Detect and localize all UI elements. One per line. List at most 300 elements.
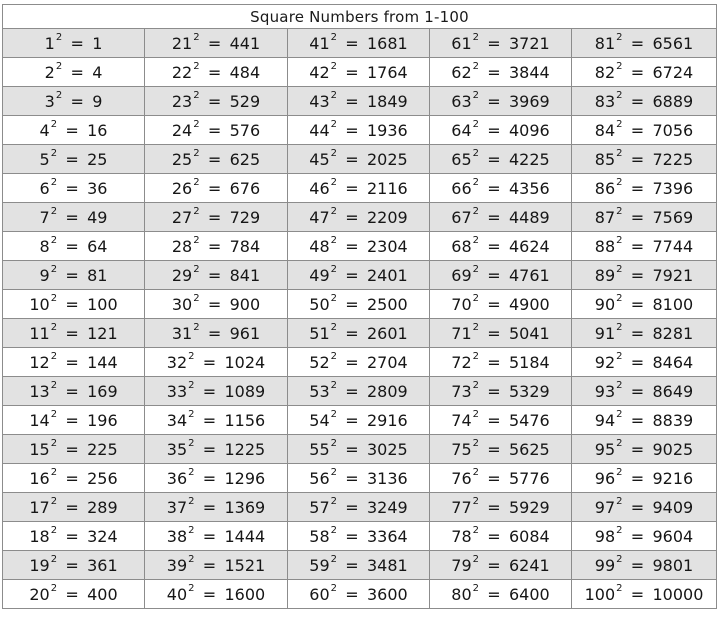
square-expression <box>430 551 571 579</box>
square-expression <box>430 174 571 202</box>
equals-sign: = <box>345 323 359 343</box>
square-expression <box>288 58 429 86</box>
equals-sign: = <box>65 323 79 343</box>
square-value: 256 <box>87 468 118 488</box>
equals-sign: = <box>207 294 222 314</box>
square-cell <box>288 290 430 319</box>
square-value: 1024 <box>224 352 266 372</box>
equals-sign: = <box>630 207 645 227</box>
base-number-text: 66 <box>451 178 472 198</box>
square-value: 4 <box>92 62 103 82</box>
square-value: 6241 <box>509 555 550 575</box>
square-expression <box>430 348 571 376</box>
square-cell <box>430 551 572 580</box>
base-number-text: 91 <box>594 323 616 343</box>
square-cell <box>572 58 717 87</box>
square-expression <box>288 406 429 434</box>
exponent: 2 <box>193 206 200 218</box>
base-number-text: 9 <box>39 265 50 285</box>
exponent: 2 <box>616 235 623 247</box>
base-number-text: 25 <box>171 149 193 169</box>
table-row <box>3 493 717 522</box>
base-number <box>167 527 195 546</box>
square-expression <box>430 145 571 173</box>
square-cell <box>145 406 288 435</box>
equals-sign: = <box>70 62 84 82</box>
square-expression <box>288 580 429 608</box>
square-value: 9025 <box>652 439 694 459</box>
base-number <box>451 208 479 227</box>
exponent: 2 <box>50 148 58 160</box>
square-cell <box>145 551 288 580</box>
square-cell <box>288 464 430 493</box>
equals-sign: = <box>630 323 645 343</box>
exponent: 2 <box>50 409 58 421</box>
title-row <box>3 5 717 29</box>
square-value: 3136 <box>367 468 408 488</box>
exponent: 2 <box>616 61 623 73</box>
square-expression <box>145 551 287 579</box>
square-cell <box>3 348 145 377</box>
square-cell <box>288 377 430 406</box>
square-cell <box>430 87 572 116</box>
square-cell <box>572 435 717 464</box>
base-number <box>595 469 623 488</box>
base-number <box>29 556 57 575</box>
base-number <box>172 179 200 198</box>
square-value: 676 <box>229 178 261 198</box>
square-cell <box>430 203 572 232</box>
base-number <box>40 121 58 140</box>
square-value: 3025 <box>367 439 408 459</box>
base-number-text: 67 <box>451 207 472 227</box>
base-number-text: 73 <box>451 381 472 401</box>
base-number-text: 64 <box>451 120 472 140</box>
square-expression <box>288 319 429 347</box>
square-value: 484 <box>229 62 261 82</box>
base-number <box>172 63 200 82</box>
square-expression <box>572 145 716 173</box>
equals-sign: = <box>487 207 501 227</box>
square-value: 1681 <box>367 33 408 53</box>
square-expression <box>3 348 144 376</box>
square-expression <box>572 435 716 463</box>
exponent: 2 <box>472 583 479 595</box>
square-cell <box>430 174 572 203</box>
exponent: 2 <box>50 351 58 363</box>
base-number-text: 84 <box>594 120 616 140</box>
square-cell <box>145 348 288 377</box>
base-number <box>595 237 623 256</box>
base-number <box>29 324 57 343</box>
base-number-text: 44 <box>309 120 330 140</box>
square-cell <box>3 406 145 435</box>
base-number <box>451 121 479 140</box>
square-cell <box>145 290 288 319</box>
square-value: 4489 <box>509 207 550 227</box>
base-number <box>451 382 479 401</box>
exponent: 2 <box>188 380 195 392</box>
square-value: 3364 <box>367 526 408 546</box>
square-value: 6561 <box>652 33 694 53</box>
square-cell <box>288 580 430 609</box>
base-number <box>595 411 623 430</box>
square-expression <box>288 203 429 231</box>
base-number <box>309 353 337 372</box>
exponent: 2 <box>193 32 200 44</box>
exponent: 2 <box>616 119 623 131</box>
base-number <box>309 324 337 343</box>
square-expression <box>288 87 429 115</box>
base-number <box>595 440 623 459</box>
equals-sign: = <box>630 149 645 169</box>
square-expression <box>430 377 571 405</box>
exponent: 2 <box>616 438 623 450</box>
square-cell <box>145 580 288 609</box>
base-number-text: 16 <box>29 468 50 488</box>
square-expression <box>572 87 716 115</box>
equals-sign: = <box>345 352 359 372</box>
square-value: 3969 <box>509 91 550 111</box>
square-cell <box>288 87 430 116</box>
base-number-text: 68 <box>451 236 472 256</box>
equals-sign: = <box>345 120 359 140</box>
equals-sign: = <box>207 178 222 198</box>
square-cell <box>572 290 717 319</box>
base-number-text: 49 <box>309 265 330 285</box>
square-value: 10000 <box>652 584 704 604</box>
base-number-text: 59 <box>309 555 330 575</box>
equals-sign: = <box>65 410 79 430</box>
square-value: 81 <box>87 265 108 285</box>
square-expression <box>572 116 716 144</box>
base-number-text: 56 <box>309 468 330 488</box>
exponent: 2 <box>472 90 479 102</box>
exponent: 2 <box>193 61 200 73</box>
square-value: 400 <box>87 584 118 604</box>
exponent: 2 <box>472 496 479 508</box>
base-number-text: 97 <box>594 497 616 517</box>
square-value: 5329 <box>509 381 550 401</box>
base-number <box>451 411 479 430</box>
base-number-text: 87 <box>594 207 616 227</box>
base-number-text: 5 <box>39 149 50 169</box>
exponent: 2 <box>472 61 479 73</box>
equals-sign: = <box>630 91 645 111</box>
base-number <box>595 382 623 401</box>
square-expression <box>572 203 716 231</box>
square-cell <box>572 116 717 145</box>
square-value: 7225 <box>652 149 694 169</box>
base-number-text: 76 <box>451 468 472 488</box>
exponent: 2 <box>472 119 479 131</box>
exponent: 2 <box>330 380 337 392</box>
square-cell <box>288 551 430 580</box>
equals-sign: = <box>70 91 84 111</box>
exponent: 2 <box>50 525 58 537</box>
square-cell <box>288 203 430 232</box>
exponent: 2 <box>330 32 337 44</box>
square-expression <box>145 145 287 173</box>
square-cell <box>430 348 572 377</box>
base-number-text: 70 <box>451 294 472 314</box>
square-expression <box>288 116 429 144</box>
square-expression <box>145 261 287 289</box>
equals-sign: = <box>207 265 222 285</box>
square-expression <box>430 203 571 231</box>
square-cell <box>3 203 145 232</box>
base-number <box>595 150 623 169</box>
square-cell <box>288 522 430 551</box>
square-expression <box>430 29 571 57</box>
square-value: 2500 <box>367 294 408 314</box>
square-expression <box>145 348 287 376</box>
table-row <box>3 319 717 348</box>
equals-sign: = <box>345 236 359 256</box>
equals-sign: = <box>65 149 79 169</box>
base-number-text: 36 <box>166 468 188 488</box>
base-number-text: 1 <box>44 33 55 53</box>
exponent: 2 <box>330 496 337 508</box>
square-value: 1089 <box>224 381 266 401</box>
base-number <box>595 527 623 546</box>
square-value: 1 <box>92 33 103 53</box>
exponent: 2 <box>616 380 623 392</box>
exponent: 2 <box>472 351 479 363</box>
exponent: 2 <box>50 496 58 508</box>
equals-sign: = <box>202 468 217 488</box>
square-cell <box>572 29 717 58</box>
exponent: 2 <box>50 119 58 131</box>
square-value: 49 <box>87 207 108 227</box>
square-cell <box>430 319 572 348</box>
base-number-text: 30 <box>171 294 193 314</box>
square-value: 144 <box>87 352 118 372</box>
equals-sign: = <box>345 526 359 546</box>
square-value: 1600 <box>224 584 266 604</box>
exponent: 2 <box>330 148 337 160</box>
equals-sign: = <box>487 178 501 198</box>
square-expression <box>3 522 144 550</box>
square-cell <box>288 348 430 377</box>
square-value: 441 <box>229 33 261 53</box>
square-expression <box>288 551 429 579</box>
base-number-text: 75 <box>451 439 472 459</box>
base-number-text: 65 <box>451 149 472 169</box>
base-number <box>309 208 337 227</box>
square-value: 2704 <box>367 352 408 372</box>
table-row <box>3 87 717 116</box>
equals-sign: = <box>487 323 501 343</box>
square-cell <box>430 377 572 406</box>
equals-sign: = <box>202 352 217 372</box>
base-number-text: 63 <box>451 91 472 111</box>
square-value: 4096 <box>509 120 550 140</box>
exponent: 2 <box>330 583 337 595</box>
square-value: 4761 <box>509 265 550 285</box>
square-cell <box>3 290 145 319</box>
square-cell <box>3 174 145 203</box>
base-number <box>309 382 337 401</box>
exponent: 2 <box>193 235 200 247</box>
equals-sign: = <box>65 207 79 227</box>
square-expression <box>145 406 287 434</box>
table-row <box>3 377 717 406</box>
square-expression <box>145 377 287 405</box>
base-number-text: 26 <box>171 178 193 198</box>
square-expression <box>145 29 287 57</box>
base-number <box>172 324 200 343</box>
equals-sign: = <box>630 62 645 82</box>
square-value: 625 <box>229 149 261 169</box>
square-expression <box>430 464 571 492</box>
exponent: 2 <box>616 525 623 537</box>
base-number-text: 92 <box>594 352 616 372</box>
base-number <box>309 92 337 111</box>
square-expression <box>430 116 571 144</box>
equals-sign: = <box>207 91 222 111</box>
exponent: 2 <box>193 293 200 305</box>
table-row <box>3 580 717 609</box>
exponent: 2 <box>50 583 58 595</box>
base-number-text: 47 <box>309 207 330 227</box>
base-number <box>309 440 337 459</box>
base-number-text: 96 <box>594 468 616 488</box>
base-number <box>309 469 337 488</box>
base-number <box>167 585 195 604</box>
base-number-text: 88 <box>594 236 616 256</box>
square-expression <box>145 203 287 231</box>
base-number <box>29 411 57 430</box>
square-expression <box>430 319 571 347</box>
exponent: 2 <box>188 351 195 363</box>
square-value: 8649 <box>652 381 694 401</box>
equals-sign: = <box>207 207 222 227</box>
square-cell <box>3 116 145 145</box>
square-value: 1225 <box>224 439 266 459</box>
base-number <box>172 266 200 285</box>
square-expression <box>572 348 716 376</box>
square-value: 4356 <box>509 178 550 198</box>
square-expression <box>288 435 429 463</box>
equals-sign: = <box>345 468 359 488</box>
square-expression <box>572 464 716 492</box>
base-number <box>451 498 479 517</box>
square-cell <box>3 377 145 406</box>
equals-sign: = <box>345 149 359 169</box>
equals-sign: = <box>487 410 501 430</box>
equals-sign: = <box>65 381 79 401</box>
equals-sign: = <box>487 584 501 604</box>
base-number-text: 17 <box>29 497 50 517</box>
square-cell <box>288 174 430 203</box>
square-value: 1296 <box>224 468 266 488</box>
equals-sign: = <box>487 439 501 459</box>
square-expression <box>3 435 144 463</box>
base-number-text: 33 <box>166 381 188 401</box>
base-number-text: 37 <box>166 497 188 517</box>
exponent: 2 <box>472 525 479 537</box>
square-expression <box>3 290 144 318</box>
square-cell <box>145 87 288 116</box>
exponent: 2 <box>616 351 623 363</box>
base-number <box>595 179 623 198</box>
equals-sign: = <box>65 294 79 314</box>
base-number-text: 52 <box>309 352 330 372</box>
base-number-text: 31 <box>171 323 193 343</box>
exponent: 2 <box>193 322 200 334</box>
equals-sign: = <box>345 91 359 111</box>
base-number-text: 41 <box>309 33 330 53</box>
square-cell <box>3 435 145 464</box>
square-cell <box>145 29 288 58</box>
base-number-text: 28 <box>171 236 193 256</box>
base-number <box>309 179 337 198</box>
square-value: 6084 <box>509 526 550 546</box>
square-expression <box>3 551 144 579</box>
exponent: 2 <box>616 32 623 44</box>
base-number <box>29 469 57 488</box>
base-number <box>309 556 337 575</box>
base-number-text: 19 <box>29 555 50 575</box>
base-number <box>172 92 200 111</box>
square-expression <box>288 522 429 550</box>
square-cell <box>430 232 572 261</box>
square-cell <box>288 58 430 87</box>
table-row <box>3 406 717 435</box>
square-expression <box>572 522 716 550</box>
square-cell <box>145 58 288 87</box>
exponent: 2 <box>50 380 58 392</box>
exponent: 2 <box>330 206 337 218</box>
base-number-text: 23 <box>171 91 193 111</box>
square-cell <box>572 203 717 232</box>
base-number-text: 10 <box>29 294 50 314</box>
equals-sign: = <box>345 62 359 82</box>
exponent: 2 <box>188 583 195 595</box>
square-expression <box>3 87 144 115</box>
equals-sign: = <box>487 33 501 53</box>
square-expression <box>430 406 571 434</box>
square-cell <box>572 406 717 435</box>
base-number-text: 43 <box>309 91 330 111</box>
base-number <box>172 295 200 314</box>
base-number <box>595 92 623 111</box>
square-value: 841 <box>229 265 261 285</box>
exponent: 2 <box>188 525 195 537</box>
equals-sign: = <box>65 584 79 604</box>
base-number-text: 83 <box>594 91 616 111</box>
square-value: 1444 <box>224 526 266 546</box>
base-number-text: 74 <box>451 410 472 430</box>
square-value: 2401 <box>367 265 408 285</box>
square-expression <box>3 261 144 289</box>
base-number-text: 6 <box>39 178 50 198</box>
square-cell <box>145 174 288 203</box>
equals-sign: = <box>65 497 79 517</box>
square-cell <box>3 580 145 609</box>
square-value: 1521 <box>224 555 266 575</box>
table-row <box>3 145 717 174</box>
exponent: 2 <box>616 177 623 189</box>
square-cell <box>145 145 288 174</box>
square-value: 2916 <box>367 410 408 430</box>
square-value: 5776 <box>509 468 550 488</box>
exponent: 2 <box>188 554 195 566</box>
exponent: 2 <box>188 496 195 508</box>
equals-sign: = <box>345 555 359 575</box>
square-expression <box>572 261 716 289</box>
